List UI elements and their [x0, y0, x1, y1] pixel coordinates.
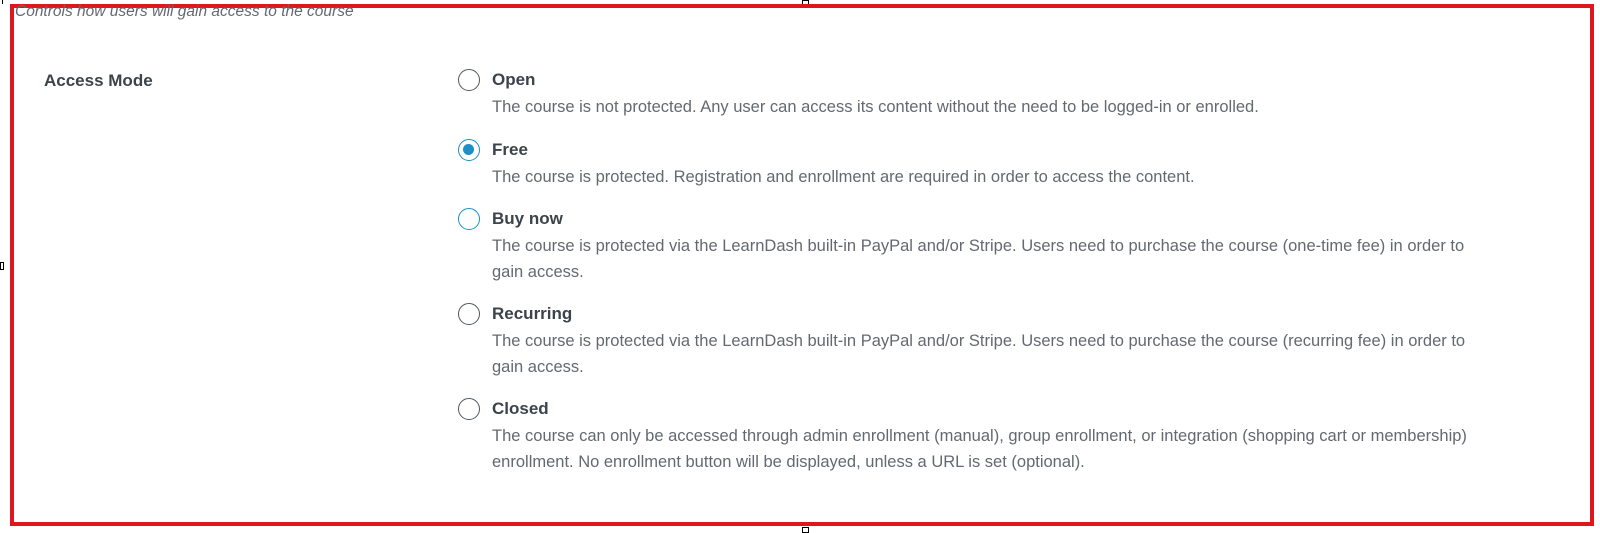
option-free [458, 138, 1498, 207]
option-recurring-description: The course is protected via the LearnDash built-in PayPal and/or Stripe. Users need to purchase the course (recurring fee) in order to gain access. [492, 332, 1466, 376]
option-closed-title[interactable]: Closed [492, 399, 549, 418]
resize-handle-left[interactable] [0, 262, 4, 270]
radio-recurring[interactable] [458, 303, 480, 325]
option-free-description: The course is protected. Registration and enrollment are required in order to access the content. [492, 168, 1195, 186]
option-closed-description: The course can only be accessed through admin enrollment (manual), group enrollment, or integration (shopping cart or membership) enrollment. No enrollment button will be displayed, unless a URL is set (optional). [492, 427, 1467, 471]
radio-open[interactable] [458, 69, 480, 91]
radio-buy-now[interactable] [458, 208, 480, 230]
option-buy-now-description: The course is protected via the LearnDash built-in PayPal and/or Stripe. Users need to purchase the course (one-time fee) in order to gain access. [492, 237, 1465, 281]
option-buy-now-title[interactable]: Buy now [492, 209, 563, 228]
radio-closed[interactable] [458, 398, 480, 420]
access-mode-radio-group [458, 68, 1498, 477]
option-open-description: The course is not protected. Any user can access its content without the need to be logged-in or enrolled. [492, 98, 1259, 116]
option-open [458, 68, 1498, 138]
option-recurring [458, 302, 1498, 397]
resize-handle-top-left[interactable] [0, 0, 3, 4]
option-free-title[interactable]: Free [492, 140, 528, 159]
resize-handle-bottom[interactable] [802, 527, 809, 533]
option-open-title[interactable]: Open [492, 70, 536, 89]
access-mode-label: Access Mode [44, 71, 153, 90]
section-description: Controls how users will gain access to the course [15, 3, 354, 20]
option-recurring-title[interactable]: Recurring [492, 304, 573, 323]
option-buy-now [458, 207, 1498, 302]
option-closed [458, 397, 1498, 477]
radio-free[interactable] [458, 139, 480, 161]
